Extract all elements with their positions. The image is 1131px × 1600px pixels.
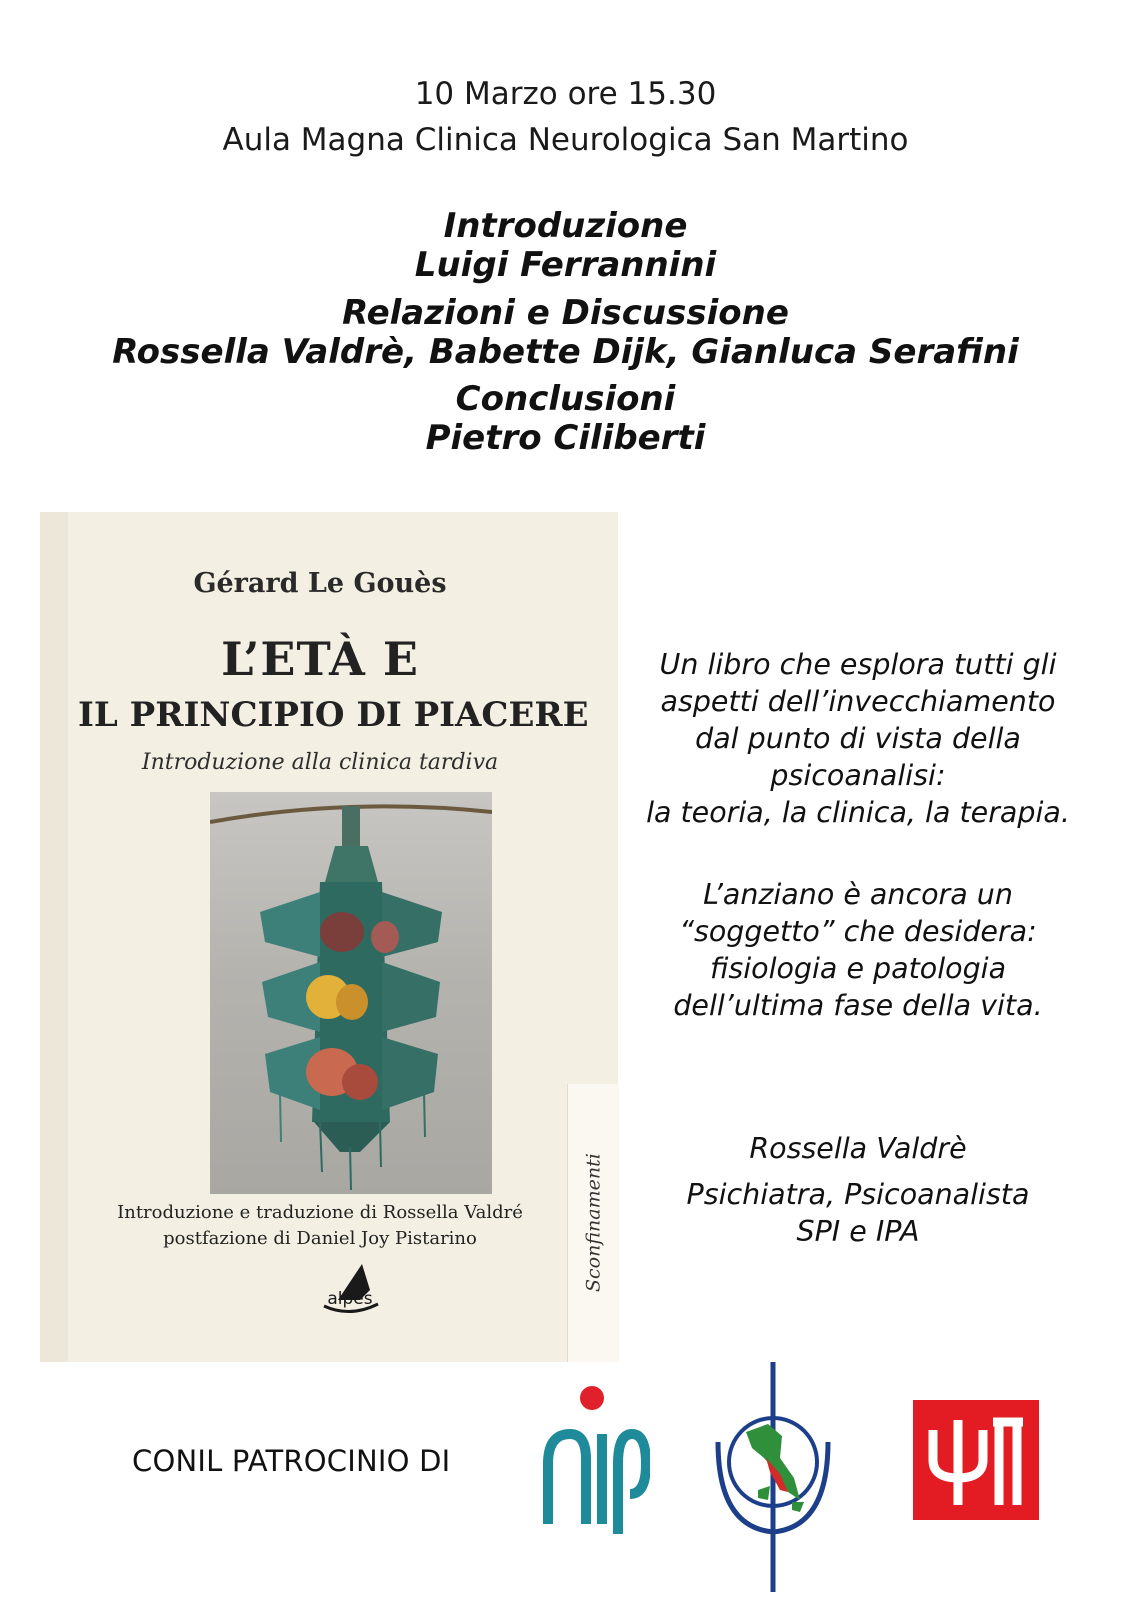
speaker-name: Rossella Valdrè bbox=[749, 1132, 967, 1165]
conclusion-name: Pietro Ciliberti bbox=[425, 418, 706, 458]
talks-names: Rossella Valdrè, Babette Dijk, Gianluca Serafini bbox=[112, 332, 1019, 372]
speaker-role-line2: SPI e IPA bbox=[796, 1215, 920, 1248]
description-line: dal punto di vista della bbox=[695, 722, 1021, 755]
event-date: 10 Marzo ore 15.30 bbox=[414, 76, 717, 112]
aip-logo bbox=[540, 1384, 650, 1534]
description-line: L’anziano è ancora un bbox=[703, 878, 1013, 911]
book-cover bbox=[40, 512, 618, 1362]
patronage-label: CONIL PATROCINIO DI bbox=[132, 1444, 451, 1478]
description-line: Un libro che esplora tutti gli bbox=[659, 648, 1057, 681]
book-description-2 bbox=[628, 876, 1088, 1024]
description-line: “soggetto” che desidera: bbox=[679, 915, 1037, 948]
description-line: la teoria, la clinica, la terapia. bbox=[646, 796, 1070, 829]
book-credits-translation: Introduzione e traduzione di Rossella Valdré bbox=[117, 1202, 523, 1223]
spi-psi-logo bbox=[913, 1400, 1039, 1520]
intro-name: Luigi Ferrannini bbox=[414, 245, 717, 285]
italian-society-logo bbox=[708, 1362, 838, 1592]
description-line: aspetti dell’invecchiamento bbox=[660, 685, 1056, 718]
series-name: Sconfinamenti bbox=[582, 1153, 605, 1293]
traffic-light-painting bbox=[210, 792, 492, 1194]
book-title-line1: L’ETÀ E bbox=[221, 632, 419, 686]
description-line: fisiologia e patologia bbox=[709, 952, 1007, 985]
talks-label: Relazioni e Discussione bbox=[342, 293, 789, 333]
intro-label: Introduzione bbox=[443, 206, 688, 246]
publisher-name: alpes bbox=[327, 1289, 373, 1309]
event-venue: Aula Magna Clinica Neurologica San Martino bbox=[222, 122, 909, 158]
speaker-role-line1: Psichiatra, Psicoanalista bbox=[686, 1178, 1030, 1211]
book-credits-afterword: postfazione di Daniel Joy Pistarino bbox=[163, 1228, 477, 1249]
book-description-1 bbox=[628, 646, 1088, 831]
book-title-line2: IL PRINCIPIO DI PIACERE bbox=[78, 695, 589, 735]
book-author: Gérard Le Gouès bbox=[193, 568, 447, 599]
conclusion-label: Conclusioni bbox=[455, 379, 676, 419]
book-subtitle: Introduzione alla clinica tardiva bbox=[141, 750, 499, 775]
description-line: dell’ultima fase della vita. bbox=[673, 989, 1043, 1022]
description-line: psicoanalisi: bbox=[770, 759, 946, 792]
series-strip bbox=[567, 1084, 619, 1362]
alpes-publisher-logo bbox=[310, 1260, 390, 1322]
speaker-role bbox=[628, 1176, 1088, 1250]
